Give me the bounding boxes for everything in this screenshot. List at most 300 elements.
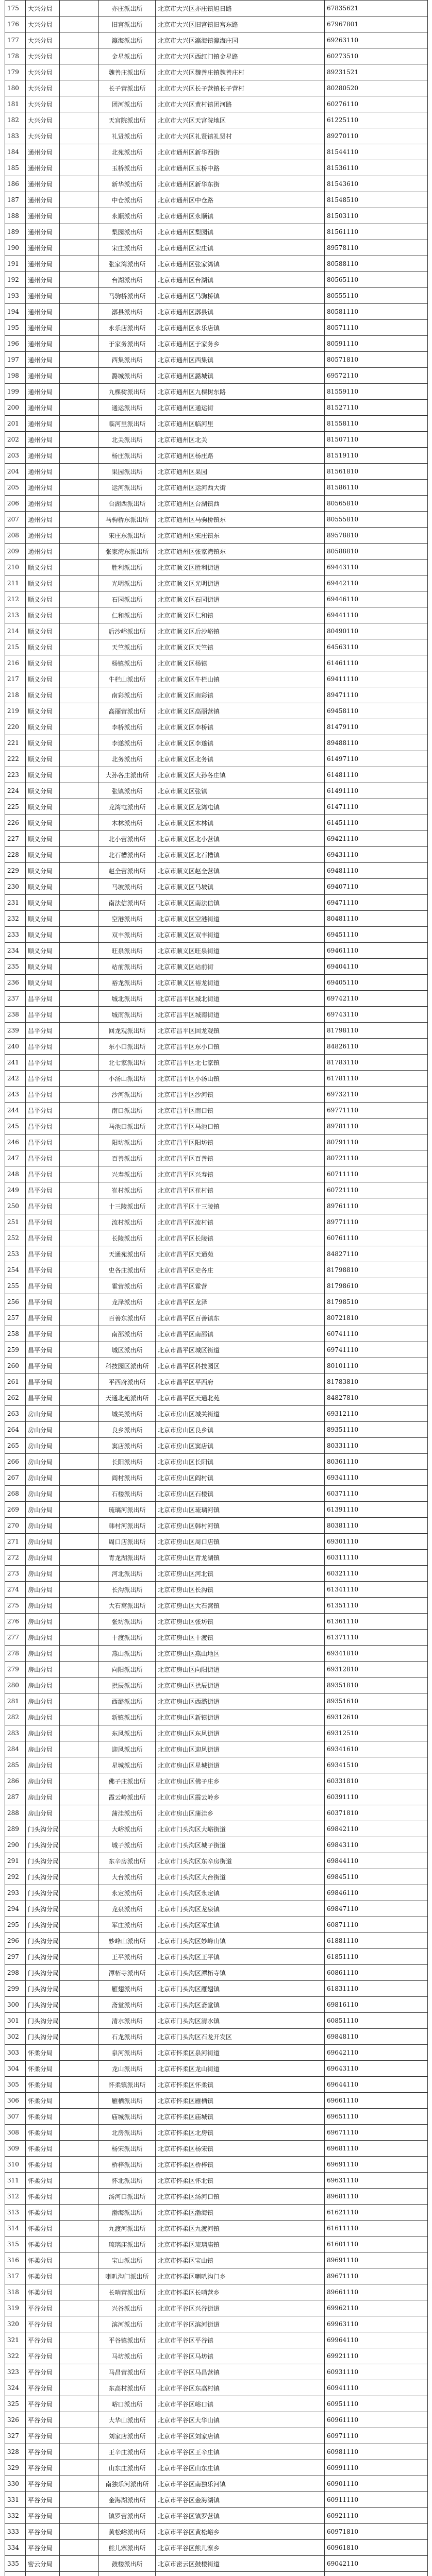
station-name-cell: 果园派出所 xyxy=(99,464,156,480)
phone-cell: 61601110 xyxy=(325,2236,428,2252)
station-name-cell: 李遂派出所 xyxy=(99,735,156,751)
table-row xyxy=(5,32,428,48)
district-cell: 通州分局 xyxy=(26,288,60,304)
address-cell: 北京市通州区马驹桥镇东 xyxy=(156,512,325,528)
station-name-cell: 九渡河派出所 xyxy=(99,2221,156,2236)
table-row xyxy=(5,1534,428,1550)
row-number: 325 xyxy=(5,2396,26,2412)
district-cell: 顺义分局 xyxy=(26,687,60,703)
district-cell: 怀柔分局 xyxy=(26,2252,60,2268)
row-number: 334 xyxy=(5,2540,26,2556)
district-cell: 顺义分局 xyxy=(26,719,60,735)
phone-cell: 69742110 xyxy=(325,991,428,1007)
table-row xyxy=(5,2061,428,2077)
table-row xyxy=(5,783,428,799)
phone-cell: 69921110 xyxy=(325,2348,428,2364)
hotline-cell xyxy=(60,1374,99,1390)
address-cell: 北京市房山区韩村河镇 xyxy=(156,1518,325,1534)
table-row xyxy=(5,256,428,272)
table-row xyxy=(5,368,428,384)
row-number: 292 xyxy=(5,1869,26,1885)
address-cell: 北京市通州区永顺镇 xyxy=(156,208,325,224)
hotline-cell xyxy=(60,2300,99,2316)
row-number: 203 xyxy=(5,448,26,464)
station-name-cell: 永定派出所 xyxy=(99,1885,156,1901)
phone-cell: 69842110 xyxy=(325,1821,428,1837)
district-cell: 昌平分局 xyxy=(26,1198,60,1214)
phone-cell: 89488110 xyxy=(325,735,428,751)
row-number: 272 xyxy=(5,1550,26,1566)
station-name-cell: 玉桥派出所 xyxy=(99,160,156,176)
table-row xyxy=(5,591,428,607)
phone-cell: 69661110 xyxy=(325,2093,428,2109)
address-cell: 北京市平谷区峪口镇 xyxy=(156,2396,325,2412)
phone-cell: 81519110 xyxy=(325,448,428,464)
station-name-cell: 山东庄派出所 xyxy=(99,2460,156,2476)
row-number: 250 xyxy=(5,1198,26,1214)
phone-cell: 81527110 xyxy=(325,400,428,416)
district-cell: 房山分局 xyxy=(26,1550,60,1566)
hotline-cell xyxy=(60,815,99,831)
phone-cell: 60276110 xyxy=(325,96,428,112)
address-cell: 北京市门头沟区东辛房街道 xyxy=(156,1853,325,1869)
phone-cell: 61611110 xyxy=(325,2221,428,2236)
station-name-cell: 城北派出所 xyxy=(99,991,156,1007)
address-cell: 北京市通州区宋庄镇 xyxy=(156,240,325,256)
hotline-cell xyxy=(60,1821,99,1837)
station-name-cell: 瀛海派出所 xyxy=(99,32,156,48)
station-name-cell: 城关派出所 xyxy=(99,1406,156,1422)
address-cell: 北京市房山区琉璃河镇 xyxy=(156,1502,325,1518)
hotline-cell xyxy=(60,352,99,368)
phone-cell: 69964110 xyxy=(325,2332,428,2348)
address-cell: 北京市房山区窦店镇 xyxy=(156,1438,325,1454)
table-row xyxy=(5,1438,428,1454)
address-cell: 北京市房山区良乡镇 xyxy=(156,1422,325,1438)
station-name-cell: 金海湖派出所 xyxy=(99,2492,156,2508)
row-number: 335 xyxy=(5,2556,26,2572)
table-row xyxy=(5,1023,428,1039)
hotline-cell xyxy=(60,1438,99,1454)
hotline-cell xyxy=(60,2013,99,2029)
district-cell: 门头沟分局 xyxy=(26,1965,60,1981)
station-name-cell: 长陵派出所 xyxy=(99,1230,156,1246)
hotline-cell xyxy=(60,560,99,575)
hotline-cell xyxy=(60,2348,99,2364)
row-number: 331 xyxy=(5,2492,26,2508)
station-name-cell: 西集派出所 xyxy=(99,352,156,368)
row-number: 290 xyxy=(5,1837,26,1853)
phone-cell: 81798110 xyxy=(325,1023,428,1039)
address-cell: 北京市昌平区流村镇 xyxy=(156,1214,325,1230)
hotline-cell xyxy=(60,943,99,959)
row-number: 240 xyxy=(5,1039,26,1055)
station-name-cell: 桥梓派出所 xyxy=(99,2157,156,2173)
phone-cell: 61881110 xyxy=(325,1933,428,1949)
row-number: 241 xyxy=(5,1055,26,1071)
district-cell: 房山分局 xyxy=(26,1693,60,1709)
row-number: 207 xyxy=(5,512,26,528)
hotline-cell xyxy=(60,1470,99,1486)
table-row xyxy=(5,1550,428,1566)
row-number: 275 xyxy=(5,1598,26,1614)
station-name-cell: 琉璃河派出所 xyxy=(99,1502,156,1518)
hotline-cell xyxy=(60,1534,99,1550)
table-row xyxy=(5,1646,428,1662)
station-name-cell: 龙山派出所 xyxy=(99,2061,156,2077)
table-row xyxy=(5,1518,428,1534)
phone-cell: 84827810 xyxy=(325,1390,428,1406)
address-cell: 北京市通州区于家务乡 xyxy=(156,336,325,352)
row-number: 266 xyxy=(5,1454,26,1470)
phone-cell: 69312110 xyxy=(325,1406,428,1422)
table-row xyxy=(5,671,428,687)
phone-cell: 61351110 xyxy=(325,1598,428,1614)
station-name-cell: 鼓楼派出所 xyxy=(99,2556,156,2572)
district-cell: 房山分局 xyxy=(26,1534,60,1550)
address-cell: 北京市顺义区北务镇 xyxy=(156,751,325,767)
table-row xyxy=(5,2205,428,2221)
address-cell: 北京市昌平区马池口镇 xyxy=(156,1118,325,1134)
table-row xyxy=(5,80,428,96)
row-number: 224 xyxy=(5,783,26,799)
district-cell: 大兴分局 xyxy=(26,64,60,80)
table-row xyxy=(5,1134,428,1150)
table-row xyxy=(5,1470,428,1486)
phone-cell: 80481110 xyxy=(325,911,428,927)
address-cell: 北京市通州区杨庄路 xyxy=(156,448,325,464)
district-cell: 房山分局 xyxy=(26,1646,60,1662)
station-name-cell: 平谷镇派出所 xyxy=(99,2332,156,2348)
station-name-cell: 拱辰派出所 xyxy=(99,1677,156,1693)
hotline-cell xyxy=(60,735,99,751)
hotline-cell xyxy=(60,1039,99,1055)
district-cell: 顺义分局 xyxy=(26,655,60,671)
station-name-cell: 窦店派出所 xyxy=(99,1438,156,1454)
phone-cell: 60901110 xyxy=(325,2476,428,2492)
hotline-cell xyxy=(60,1949,99,1965)
phone-cell: 69461110 xyxy=(325,943,428,959)
table-row xyxy=(5,815,428,831)
district-cell: 大兴分局 xyxy=(26,48,60,64)
row-number: 220 xyxy=(5,719,26,735)
station-name-cell: 阎村派出所 xyxy=(99,1470,156,1486)
address-cell: 北京市顺义区南法信镇 xyxy=(156,895,325,911)
district-cell: 怀柔分局 xyxy=(26,2205,60,2221)
row-number: 278 xyxy=(5,1646,26,1662)
row-number: 209 xyxy=(5,544,26,560)
address-cell: 北京市怀柔区泉河街道 xyxy=(156,2045,325,2061)
phone-cell: 67835621 xyxy=(325,1,428,16)
district-cell: 顺义分局 xyxy=(26,639,60,655)
row-number: 223 xyxy=(5,767,26,783)
address-cell: 北京市平谷区金海湖镇 xyxy=(156,2492,325,2508)
phone-cell: 80565110 xyxy=(325,272,428,288)
address-cell: 北京市门头沟区雁翅镇 xyxy=(156,1981,325,1997)
district-cell: 顺义分局 xyxy=(26,767,60,783)
hotline-cell xyxy=(60,480,99,496)
station-name-cell: 清水派出所 xyxy=(99,2013,156,2029)
table-row xyxy=(5,2109,428,2125)
table-row xyxy=(5,1150,428,1166)
station-name-cell: 向阳派出所 xyxy=(99,1662,156,1677)
row-number: 261 xyxy=(5,1374,26,1390)
station-name-cell: 峪口派出所 xyxy=(99,2396,156,2412)
address-cell: 北京市门头沟区龙泉镇 xyxy=(156,1901,325,1917)
address-cell: 北京市怀柔区庙城镇 xyxy=(156,2109,325,2125)
district-cell: 房山分局 xyxy=(26,1582,60,1598)
table-row xyxy=(5,655,428,671)
table-row xyxy=(5,560,428,575)
hotline-cell xyxy=(60,2540,99,2556)
table-row xyxy=(5,48,428,64)
station-name-cell: 兴寿派出所 xyxy=(99,1166,156,1182)
station-name-cell: 城子派出所 xyxy=(99,1837,156,1853)
table-row xyxy=(5,432,428,448)
row-number: 287 xyxy=(5,1789,26,1805)
phone-cell: 60741110 xyxy=(325,1326,428,1342)
station-name-cell: 大峪派出所 xyxy=(99,1821,156,1837)
hotline-cell xyxy=(60,1677,99,1693)
district-cell: 通州分局 xyxy=(26,528,60,544)
district-cell: 平谷分局 xyxy=(26,2492,60,2508)
hotline-cell xyxy=(60,544,99,560)
row-number: 313 xyxy=(5,2205,26,2221)
hotline-cell xyxy=(60,1198,99,1214)
phone-cell: 69644110 xyxy=(325,2077,428,2093)
table-row xyxy=(5,288,428,304)
hotline-cell xyxy=(60,2125,99,2141)
address-cell: 北京市昌平区小汤山镇 xyxy=(156,1071,325,1087)
station-name-cell: 临河里派出所 xyxy=(99,416,156,432)
district-cell: 门头沟分局 xyxy=(26,1933,60,1949)
hotline-cell xyxy=(60,96,99,112)
hotline-cell xyxy=(60,991,99,1007)
hotline-cell xyxy=(60,1214,99,1230)
station-name-cell: 马坡派出所 xyxy=(99,879,156,895)
address-cell: 北京市房山区河北镇 xyxy=(156,1566,325,1582)
phone-cell: 60331810 xyxy=(325,1773,428,1789)
hotline-cell xyxy=(60,528,99,544)
address-cell: 北京市房山区长阳镇 xyxy=(156,1454,325,1470)
phone-cell: 69671110 xyxy=(325,2125,428,2141)
district-cell: 通州分局 xyxy=(26,192,60,208)
row-number: 311 xyxy=(5,2173,26,2189)
table-row xyxy=(5,639,428,655)
address-cell: 北京市通州区漷县镇 xyxy=(156,304,325,320)
district-cell: 通州分局 xyxy=(26,368,60,384)
address-cell: 北京市怀柔区雁栖镇 xyxy=(156,2093,325,2109)
station-name-cell: 黄松峪派出所 xyxy=(99,2524,156,2540)
hotline-cell xyxy=(60,1582,99,1598)
phone-cell: 60971810 xyxy=(325,2524,428,2540)
table-row xyxy=(5,1566,428,1582)
table-row xyxy=(5,1087,428,1103)
address-cell: 北京市怀柔区汤河口镇 xyxy=(156,2189,325,2205)
hotline-cell xyxy=(60,1502,99,1518)
phone-cell: 89691110 xyxy=(325,2252,428,2268)
district-cell: 怀柔分局 xyxy=(26,2157,60,2173)
station-name-cell: 杨庄派出所 xyxy=(99,448,156,464)
table-row xyxy=(5,575,428,591)
district-cell: 顺义分局 xyxy=(26,591,60,607)
station-name-cell: 永顺派出所 xyxy=(99,208,156,224)
district-cell: 昌平分局 xyxy=(26,1118,60,1134)
address-cell: 北京市房山区石楼镇 xyxy=(156,1486,325,1502)
table-row xyxy=(5,927,428,943)
hotline-cell xyxy=(60,2380,99,2396)
station-name-cell: 旺泉派出所 xyxy=(99,943,156,959)
row-number: 175 xyxy=(5,1,26,16)
table-row xyxy=(5,1662,428,1677)
hotline-cell xyxy=(60,1901,99,1917)
station-name-cell: 南口派出所 xyxy=(99,1103,156,1118)
row-number: 270 xyxy=(5,1518,26,1534)
hotline-cell xyxy=(60,2284,99,2300)
table-row xyxy=(5,863,428,879)
table-row xyxy=(5,208,428,224)
table-row xyxy=(5,1454,428,1470)
hotline-cell xyxy=(60,607,99,623)
phone-cell: 89471110 xyxy=(325,687,428,703)
district-cell: 昌平分局 xyxy=(26,1214,60,1230)
address-cell: 北京市昌平区兴寿镇 xyxy=(156,1166,325,1182)
address-cell: 北京市昌平区十三陵镇 xyxy=(156,1198,325,1214)
district-cell: 昌平分局 xyxy=(26,1262,60,1278)
phone-cell: 81783810 xyxy=(325,1374,428,1390)
address-cell: 北京市顺义区赵全营镇 xyxy=(156,863,325,879)
station-directory-sheet xyxy=(5,0,427,2576)
station-name-cell: 大石窝派出所 xyxy=(99,1598,156,1614)
hotline-cell xyxy=(60,2444,99,2460)
hotline-cell xyxy=(60,1230,99,1246)
hotline-cell xyxy=(60,1007,99,1023)
station-name-cell: 佛子庄派出所 xyxy=(99,1773,156,1789)
phone-cell: 69642110 xyxy=(325,2045,428,2061)
district-cell: 房山分局 xyxy=(26,1614,60,1630)
row-number: 299 xyxy=(5,1981,26,1997)
table-row xyxy=(5,1198,428,1214)
address-cell: 北京市昌平区城南街道 xyxy=(156,1007,325,1023)
phone-cell: 69405110 xyxy=(325,975,428,991)
row-number: 265 xyxy=(5,1438,26,1454)
table-row xyxy=(5,1390,428,1406)
hotline-cell xyxy=(60,1,99,16)
table-row xyxy=(5,2556,428,2572)
address-cell: 北京市大兴区西红门镇金星路 xyxy=(156,48,325,64)
row-number: 197 xyxy=(5,352,26,368)
phone-cell: 61451110 xyxy=(325,815,428,831)
hotline-cell xyxy=(60,1342,99,1358)
phone-cell: 81798510 xyxy=(325,1294,428,1310)
hotline-cell xyxy=(60,2524,99,2540)
address-cell: 北京市平谷区南独乐河镇 xyxy=(156,2476,325,2492)
table-row xyxy=(5,1310,428,1326)
phone-cell: 81783110 xyxy=(325,1055,428,1071)
table-row xyxy=(5,400,428,416)
hotline-cell xyxy=(60,2252,99,2268)
district-cell: 顺义分局 xyxy=(26,879,60,895)
station-name-cell: 小汤山派出所 xyxy=(99,1071,156,1087)
table-row xyxy=(5,480,428,496)
row-number: 210 xyxy=(5,560,26,575)
district-cell: 顺义分局 xyxy=(26,671,60,687)
row-number: 269 xyxy=(5,1502,26,1518)
row-number: 258 xyxy=(5,1326,26,1342)
station-name-cell: 亦庄派出所 xyxy=(99,1,156,16)
district-cell: 房山分局 xyxy=(26,1725,60,1741)
district-cell: 怀柔分局 xyxy=(26,2045,60,2061)
station-name-cell: 石龙派出所 xyxy=(99,2029,156,2045)
hotline-cell xyxy=(60,192,99,208)
address-cell: 北京市通州区张家湾镇东 xyxy=(156,544,325,560)
table-row xyxy=(5,1709,428,1725)
row-number: 327 xyxy=(5,2428,26,2444)
station-name-cell: 石楼派出所 xyxy=(99,1486,156,1502)
station-name-cell: 北务派出所 xyxy=(99,751,156,767)
address-cell: 北京市密云区鼓楼街道 xyxy=(156,2556,325,2572)
row-number: 310 xyxy=(5,2157,26,2173)
address-cell: 北京市顺义区木林镇 xyxy=(156,815,325,831)
address-cell: 北京市房山区十渡镇 xyxy=(156,1630,325,1646)
hotline-cell xyxy=(60,1055,99,1071)
district-cell: 通州分局 xyxy=(26,464,60,480)
row-number: 217 xyxy=(5,671,26,687)
station-name-cell: 百善派出所 xyxy=(99,1150,156,1166)
phone-cell: 69481110 xyxy=(325,863,428,879)
station-name-cell: 张镇派出所 xyxy=(99,783,156,799)
address-cell: 北京市通州区西集镇 xyxy=(156,352,325,368)
table-row xyxy=(5,735,428,751)
district-cell: 通州分局 xyxy=(26,144,60,160)
table-row xyxy=(5,16,428,32)
row-number: 202 xyxy=(5,432,26,448)
address-cell: 北京市顺义区张镇 xyxy=(156,783,325,799)
hotline-cell xyxy=(60,48,99,64)
district-cell: 昌平分局 xyxy=(26,991,60,1007)
hotline-cell xyxy=(60,2412,99,2428)
row-number: 317 xyxy=(5,2268,26,2284)
phone-cell: 81503110 xyxy=(325,208,428,224)
address-cell: 北京市昌平区北七家镇 xyxy=(156,1055,325,1071)
table-row xyxy=(5,2348,428,2364)
hotline-cell xyxy=(60,1662,99,1677)
phone-cell: 60921110 xyxy=(325,2508,428,2524)
hotline-cell xyxy=(60,1422,99,1438)
row-number: 291 xyxy=(5,1853,26,1869)
station-name-cell: 妙峰山派出所 xyxy=(99,1933,156,1949)
district-cell: 昌平分局 xyxy=(26,1055,60,1071)
address-cell: 北京市大兴区天宫院地区 xyxy=(156,112,325,128)
district-cell: 顺义分局 xyxy=(26,815,60,831)
address-cell: 北京市房山区佛子庄乡 xyxy=(156,1773,325,1789)
phone-cell: 69407110 xyxy=(325,879,428,895)
station-name-cell: 裕龙派出所 xyxy=(99,975,156,991)
district-cell: 昌平分局 xyxy=(26,1326,60,1342)
phone-cell: 89771110 xyxy=(325,1214,428,1230)
phone-cell: 69771110 xyxy=(325,1103,428,1118)
district-cell: 房山分局 xyxy=(26,1422,60,1438)
district-cell: 怀柔分局 xyxy=(26,2125,60,2141)
address-cell: 北京市门头沟区石龙开发区 xyxy=(156,2029,325,2045)
address-cell: 北京市顺义区南彩镇 xyxy=(156,687,325,703)
district-cell: 顺义分局 xyxy=(26,703,60,719)
table-row xyxy=(5,751,428,767)
table-row xyxy=(5,2380,428,2396)
address-cell: 北京市房山区周口店镇 xyxy=(156,1534,325,1550)
hotline-cell xyxy=(60,655,99,671)
district-cell: 房山分局 xyxy=(26,1438,60,1454)
